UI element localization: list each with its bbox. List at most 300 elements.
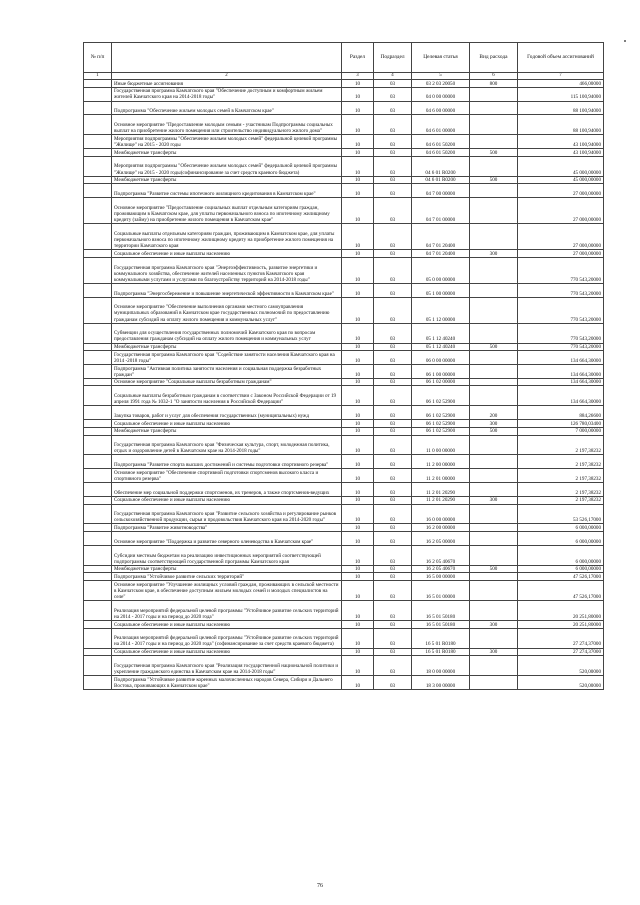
- table-index-row: [84, 73, 604, 80]
- num-cell: [84, 427, 112, 435]
- target-cell: 18 3 00 00000: [412, 676, 470, 690]
- podrazdel-cell: 03: [374, 565, 412, 573]
- table-row: [84, 80, 604, 88]
- target-cell: 05 1 12 40240: [412, 343, 470, 351]
- header-num: № п/п: [84, 43, 112, 73]
- target-cell: 16 5 01 R0180: [412, 648, 470, 656]
- vid-cell: [470, 455, 518, 469]
- name-cell: Подпрограмма "Активная политика занятости населения и социальная поддержка безработных граждан": [112, 364, 342, 378]
- podrazdel-cell: 03: [374, 184, 412, 198]
- sum-cell: 134 664,30000: [518, 386, 604, 406]
- target-cell: 04 6 01 R0200: [412, 176, 470, 184]
- target-cell: 04 7 01 20400: [412, 224, 470, 250]
- razdel-cell: 10: [342, 198, 374, 224]
- name-cell: Социальное обеспечение и иные выплаты населению: [112, 620, 342, 628]
- table-row: [84, 648, 604, 656]
- table-row: [84, 351, 604, 365]
- target-cell: 11 2 00 00000: [412, 455, 470, 469]
- table-row: [84, 176, 604, 184]
- razdel-cell: 10: [342, 545, 374, 565]
- vid-cell: [470, 601, 518, 621]
- razdel-cell: 10: [342, 80, 374, 88]
- header-name: [112, 43, 342, 73]
- sum-cell: 6 000,00000: [518, 545, 604, 565]
- razdel-cell: 10: [342, 115, 374, 135]
- sum-cell: 6 000,00000: [518, 524, 604, 532]
- podrazdel-cell: 03: [374, 427, 412, 435]
- sum-cell: 134 664,30000: [518, 351, 604, 365]
- target-cell: 11 0 00 00000: [412, 435, 470, 455]
- vid-cell: [470, 573, 518, 581]
- podrazdel-cell: 03: [374, 532, 412, 546]
- name-cell: Основное мероприятие "Обеспечение спортивной подготовки спортсменов высокого класса и спортивного резерва": [112, 469, 342, 483]
- name-cell: Государственная программа Камчатского края "Физическая культура, спорт, молодежная политика, отдых и оздоровление детей в Камчатском крае на 2014-2018 годы": [112, 435, 342, 455]
- razdel-cell: 10: [342, 435, 374, 455]
- target-cell: 03 2 03 20050: [412, 80, 470, 88]
- index-cell: 1: [84, 73, 112, 80]
- name-cell: Социальные выплаты безработным гражданам в соответствии с Законом Российской Федерации от 19 апреля 1991 года № 1032-1 "О занятости населения в Российской Федерации": [112, 386, 342, 406]
- vid-cell: [470, 483, 518, 497]
- name-cell: Субсидии местным бюджетам на реализацию инвестиционных мероприятий соответствующей подпрограммы соответствующей государственной программы Камчатского края: [112, 545, 342, 565]
- razdel-cell: 10: [342, 378, 374, 386]
- num-cell: [84, 257, 112, 283]
- name-cell: Реализация мероприятий федеральной целевой программы "Устойчивое развитие сельских территорий на 2014 - 2017 годы и на период до 2020 года" (софинансирование за счет средств краевого бюджета): [112, 628, 342, 648]
- target-cell: 04 6 00 00000: [412, 101, 470, 115]
- podrazdel-cell: 03: [374, 149, 412, 157]
- vid-cell: [470, 435, 518, 455]
- razdel-cell: 10: [342, 532, 374, 546]
- sum-cell: 45 000,00000: [518, 176, 604, 184]
- podrazdel-cell: 03: [374, 364, 412, 378]
- razdel-cell: 10: [342, 224, 374, 250]
- vid-cell: 500: [470, 176, 518, 184]
- table-row: [84, 378, 604, 386]
- podrazdel-cell: 03: [374, 435, 412, 455]
- header-vid: Вид расхода: [470, 43, 518, 73]
- num-cell: [84, 351, 112, 365]
- vid-cell: [470, 545, 518, 565]
- num-cell: [84, 101, 112, 115]
- name-cell: Социальное обеспечение и иные выплаты населению: [112, 648, 342, 656]
- num-cell: [84, 184, 112, 198]
- target-cell: 16 5 01 50180: [412, 601, 470, 621]
- vid-cell: [470, 224, 518, 250]
- num-cell: [84, 620, 112, 628]
- table-row: [84, 283, 604, 297]
- index-cell: 3: [342, 73, 374, 80]
- podrazdel-cell: 03: [374, 135, 412, 149]
- target-cell: 11 2 01 20290: [412, 483, 470, 497]
- sum-cell: 520,00000: [518, 656, 604, 676]
- num-cell: [84, 469, 112, 483]
- vid-cell: [470, 378, 518, 386]
- target-cell: 16 2 05 40670: [412, 565, 470, 573]
- index-cell: 6: [470, 73, 518, 80]
- num-cell: [84, 323, 112, 343]
- table-row: [84, 87, 604, 101]
- name-cell: Подпрограмма "Устойчивое развитие сельских территорий": [112, 573, 342, 581]
- sum-cell: 88 100,94000: [518, 101, 604, 115]
- target-cell: 05 0 00 00000: [412, 257, 470, 283]
- name-cell: Социальное обеспечение и иные выплаты населению: [112, 250, 342, 258]
- vid-cell: [470, 115, 518, 135]
- table-row: [84, 101, 604, 115]
- num-cell: [84, 198, 112, 224]
- razdel-cell: 10: [342, 581, 374, 601]
- table-row: [84, 156, 604, 176]
- name-cell: Межбюджетные трансферты: [112, 343, 342, 351]
- razdel-cell: 10: [342, 323, 374, 343]
- vid-cell: 500: [470, 343, 518, 351]
- razdel-cell: 10: [342, 250, 374, 258]
- table-row: [84, 601, 604, 621]
- name-cell: Межбюджетные трансферты: [112, 176, 342, 184]
- num-cell: [84, 483, 112, 497]
- name-cell: Реализация мероприятий федеральной целевой программы "Устойчивое развитие сельских территорий на 2014 - 2017 годы и на период до 2020 года": [112, 601, 342, 621]
- vid-cell: [470, 386, 518, 406]
- podrazdel-cell: 03: [374, 257, 412, 283]
- table-row: [84, 115, 604, 135]
- razdel-cell: 10: [342, 455, 374, 469]
- num-cell: [84, 115, 112, 135]
- num-cell: [84, 496, 112, 504]
- vid-cell: [470, 504, 518, 524]
- table-body: [84, 80, 604, 690]
- sum-cell: 43 100,94000: [518, 135, 604, 149]
- name-cell: Закупка товаров, работ и услуг для обеспечения государственных (муниципальных) нужд: [112, 406, 342, 420]
- target-cell: 16 2 05 00000: [412, 532, 470, 546]
- header-podrazdel: Подраздел: [374, 43, 412, 73]
- table-row: [84, 406, 604, 420]
- vid-cell: [470, 323, 518, 343]
- vid-cell: [470, 297, 518, 323]
- sum-cell: 770 543,20000: [518, 297, 604, 323]
- name-cell: Основное мероприятие "Поддержка и развитие северного оленеводства в Камчатском крае": [112, 532, 342, 546]
- podrazdel-cell: 03: [374, 378, 412, 386]
- num-cell: [84, 581, 112, 601]
- podrazdel-cell: 03: [374, 601, 412, 621]
- name-cell: Подпрограмма "Устойчивое развитие коренных малочисленных народов Севера, Сибири и Дальнего Востока, проживающих в Камчатском крае": [112, 676, 342, 690]
- razdel-cell: 10: [342, 427, 374, 435]
- target-cell: 16 5 01 00000: [412, 581, 470, 601]
- razdel-cell: 10: [342, 386, 374, 406]
- name-cell: Государственная программа Камчатского края "Реализация государственной национальной политики и укрепление гражданского единства в Камчатском крае на 2014-2018 годы": [112, 656, 342, 676]
- sum-cell: 6 000,00000: [518, 532, 604, 546]
- sum-cell: 770 543,20000: [518, 283, 604, 297]
- razdel-cell: 10: [342, 620, 374, 628]
- table-row: [84, 496, 604, 504]
- table-row: [84, 427, 604, 435]
- sum-cell: 134 664,30000: [518, 378, 604, 386]
- podrazdel-cell: 03: [374, 406, 412, 420]
- target-cell: 06 1 00 00000: [412, 364, 470, 378]
- name-cell: Государственная программа Камчатского края "Обеспечение доступным и комфортным жильем жителей Камчатского края на 2014-2018 годы": [112, 87, 342, 101]
- target-cell: 11 2 01 20290: [412, 496, 470, 504]
- razdel-cell: 10: [342, 496, 374, 504]
- razdel-cell: 10: [342, 297, 374, 323]
- vid-cell: [470, 581, 518, 601]
- sum-cell: 53 526,17000: [518, 504, 604, 524]
- table-row: [84, 676, 604, 690]
- table-row: [84, 504, 604, 524]
- sum-cell: 884,26600: [518, 406, 604, 420]
- vid-cell: [470, 257, 518, 283]
- razdel-cell: 10: [342, 364, 374, 378]
- num-cell: [84, 532, 112, 546]
- razdel-cell: 10: [342, 504, 374, 524]
- podrazdel-cell: 03: [374, 420, 412, 428]
- num-cell: [84, 176, 112, 184]
- num-cell: [84, 573, 112, 581]
- name-cell: Основное мероприятие "Предоставление социальных выплат отдельным категориям граждан, проживающим в Камчатском крае, для уплаты первоначального взноса по ипотечному жилищному кредиту (займу) на приобретение жилого помещения в Камчатском крае": [112, 198, 342, 224]
- podrazdel-cell: 03: [374, 504, 412, 524]
- table-row: [84, 565, 604, 573]
- name-cell: Государственная программа Камчатского края "Развитие сельского хозяйства и регулирование рынков сельскохозяйственной продукции, сырья и продовольствия Камчатского края на 2014-2020 годы": [112, 504, 342, 524]
- sum-cell: 27 274,37000: [518, 628, 604, 648]
- razdel-cell: 10: [342, 343, 374, 351]
- razdel-cell: 10: [342, 176, 374, 184]
- table-row: [84, 184, 604, 198]
- vid-cell: [470, 198, 518, 224]
- target-cell: 06 1 02 52900: [412, 427, 470, 435]
- vid-cell: 500: [470, 427, 518, 435]
- sum-cell: 7 000,00000: [518, 427, 604, 435]
- podrazdel-cell: 03: [374, 648, 412, 656]
- num-cell: [84, 656, 112, 676]
- num-cell: [84, 250, 112, 258]
- name-cell: Иные бюджетные ассигнования: [112, 80, 342, 88]
- sum-cell: 27 000,00000: [518, 250, 604, 258]
- name-cell: Подпрограмма "Развитие системы ипотечного жилищного кредитования в Камчатском крае": [112, 184, 342, 198]
- target-cell: 05 1 00 00000: [412, 283, 470, 297]
- name-cell: Государственная программа Камчатского края "Энергоэффективность, развитие энергетики и коммунального хозяйства, обеспечение жителей населенных пунктов Камчатского края коммунальными услугами и услугами по благоустройству территорий на 2014-2018 годы": [112, 257, 342, 283]
- table-row: [84, 386, 604, 406]
- podrazdel-cell: 03: [374, 628, 412, 648]
- table-row: [84, 581, 604, 601]
- sum-cell: 27 274,37000: [518, 648, 604, 656]
- sum-cell: 47 526,17000: [518, 581, 604, 601]
- target-cell: 18 0 00 00000: [412, 656, 470, 676]
- num-cell: [84, 435, 112, 455]
- vid-cell: [470, 532, 518, 546]
- table-row: [84, 364, 604, 378]
- razdel-cell: 10: [342, 565, 374, 573]
- podrazdel-cell: 03: [374, 115, 412, 135]
- vid-cell: [470, 156, 518, 176]
- sum-cell: 27 000,00000: [518, 184, 604, 198]
- index-cell: 4: [374, 73, 412, 80]
- num-cell: [84, 601, 112, 621]
- vid-cell: [470, 656, 518, 676]
- name-cell: Мероприятия подпрограммы "Обеспечение жильем молодых семей" федеральной целевой программы "Жилище" на 2015 - 2020 годы: [112, 135, 342, 149]
- sum-cell: 770 543,20000: [518, 343, 604, 351]
- table-row: [84, 620, 604, 628]
- name-cell: Межбюджетные трансферты: [112, 565, 342, 573]
- num-cell: [84, 676, 112, 690]
- target-cell: 05 1 12 40240: [412, 323, 470, 343]
- name-cell: Мероприятия подпрограммы "Обеспечение жильем молодых семей" федеральной целевой программы "Жилище" на 2015 - 2020 годы(софинансирование за счет средств краевого бюджета): [112, 156, 342, 176]
- table-row: [84, 149, 604, 157]
- name-cell: Подпрограмма "Развитие животноводства": [112, 524, 342, 532]
- vid-cell: [470, 101, 518, 115]
- table-row: [84, 250, 604, 258]
- vid-cell: [470, 351, 518, 365]
- sum-cell: 770 543,20000: [518, 257, 604, 283]
- razdel-cell: 10: [342, 469, 374, 483]
- target-cell: 16 0 00 00000: [412, 504, 470, 524]
- target-cell: 04 7 00 00000: [412, 184, 470, 198]
- target-cell: 04 6 01 R0200: [412, 156, 470, 176]
- table-row: [84, 532, 604, 546]
- razdel-cell: 10: [342, 648, 374, 656]
- page-number: 76: [317, 883, 323, 889]
- num-cell: [84, 283, 112, 297]
- razdel-cell: 10: [342, 257, 374, 283]
- razdel-cell: 10: [342, 156, 374, 176]
- razdel-cell: 10: [342, 656, 374, 676]
- index-cell: 7: [518, 73, 604, 80]
- num-cell: [84, 565, 112, 573]
- razdel-cell: 10: [342, 351, 374, 365]
- podrazdel-cell: 03: [374, 496, 412, 504]
- razdel-cell: 10: [342, 87, 374, 101]
- num-cell: [84, 545, 112, 565]
- podrazdel-cell: 03: [374, 656, 412, 676]
- table-row: [84, 257, 604, 283]
- podrazdel-cell: 03: [374, 87, 412, 101]
- num-cell: [84, 87, 112, 101]
- target-cell: 04 7 01 00000: [412, 198, 470, 224]
- name-cell: Подпрограмма "Обеспечение жильем молодых семей в Камчатском крае": [112, 101, 342, 115]
- vid-cell: 300: [470, 648, 518, 656]
- target-cell: 16 2 00 00000: [412, 524, 470, 532]
- razdel-cell: 10: [342, 135, 374, 149]
- target-cell: 06 1 02 52900: [412, 420, 470, 428]
- table-row: [84, 628, 604, 648]
- podrazdel-cell: 03: [374, 620, 412, 628]
- razdel-cell: 10: [342, 524, 374, 532]
- target-cell: 06 1 02 00000: [412, 378, 470, 386]
- table-row: [84, 455, 604, 469]
- podrazdel-cell: 03: [374, 297, 412, 323]
- target-cell: 06 1 02 52900: [412, 406, 470, 420]
- table-row: [84, 524, 604, 532]
- podrazdel-cell: 03: [374, 323, 412, 343]
- podrazdel-cell: 03: [374, 351, 412, 365]
- name-cell: Обеспечение мер социальной поддержки спортсменов, их тренеров, а также спортсменов-ведущих: [112, 483, 342, 497]
- num-cell: [84, 420, 112, 428]
- num-cell: [84, 343, 112, 351]
- sum-cell: 47 526,17000: [518, 573, 604, 581]
- target-cell: 05 1 12 00000: [412, 297, 470, 323]
- name-cell: Социальное обеспечение и иные выплаты населению: [112, 420, 342, 428]
- table-row: [84, 573, 604, 581]
- sum-cell: 2 197,38232: [518, 469, 604, 483]
- sum-cell: 770 543,20000: [518, 323, 604, 343]
- table-row: [84, 135, 604, 149]
- sum-cell: 2 197,38232: [518, 496, 604, 504]
- vid-cell: 500: [470, 565, 518, 573]
- podrazdel-cell: 03: [374, 101, 412, 115]
- header-sum: Годовой объем ассигнований: [518, 43, 604, 73]
- sum-cell: 6 000,00000: [518, 565, 604, 573]
- razdel-cell: 10: [342, 676, 374, 690]
- podrazdel-cell: 03: [374, 343, 412, 351]
- sum-cell: 20 251,80000: [518, 601, 604, 621]
- table-row: [84, 469, 604, 483]
- header-razdel: Раздел: [342, 43, 374, 73]
- num-cell: [84, 406, 112, 420]
- num-cell: [84, 648, 112, 656]
- num-cell: [84, 149, 112, 157]
- podrazdel-cell: 03: [374, 469, 412, 483]
- sum-cell: 2 197,38232: [518, 455, 604, 469]
- target-cell: 04 6 01 50200: [412, 149, 470, 157]
- num-cell: [84, 378, 112, 386]
- header-target: Целевая статья: [412, 43, 470, 73]
- vid-cell: [470, 676, 518, 690]
- name-cell: Основное мероприятие "Социальные выплаты безработным гражданам": [112, 378, 342, 386]
- target-cell: 16 2 05 40670: [412, 545, 470, 565]
- vid-cell: 200: [470, 406, 518, 420]
- num-cell: [84, 364, 112, 378]
- target-cell: 04 6 01 50200: [412, 135, 470, 149]
- name-cell: Межбюджетные трансферты: [112, 149, 342, 157]
- num-cell: [84, 224, 112, 250]
- razdel-cell: 10: [342, 406, 374, 420]
- target-cell: 06 1 02 52900: [412, 386, 470, 406]
- target-cell: 11 2 01 00000: [412, 469, 470, 483]
- razdel-cell: 10: [342, 149, 374, 157]
- vid-cell: [470, 87, 518, 101]
- sum-cell: 2 197,38232: [518, 435, 604, 455]
- vid-cell: [470, 469, 518, 483]
- vid-cell: 300: [470, 420, 518, 428]
- vid-cell: [470, 135, 518, 149]
- num-cell: [84, 386, 112, 406]
- vid-cell: [470, 184, 518, 198]
- vid-cell: 300: [470, 250, 518, 258]
- podrazdel-cell: 03: [374, 581, 412, 601]
- table-row: [84, 198, 604, 224]
- target-cell: 04 7 01 20400: [412, 250, 470, 258]
- table-row: [84, 656, 604, 676]
- razdel-cell: 10: [342, 283, 374, 297]
- sum-cell: 115 100,94000: [518, 87, 604, 101]
- sum-cell: 520,00000: [518, 676, 604, 690]
- podrazdel-cell: 03: [374, 545, 412, 565]
- vid-cell: [470, 628, 518, 648]
- name-cell: Основное мероприятие "Обеспечение выполнения органами местного самоуправления муниципальных образований в Камчатском крае государственных полномочий по предоставлению гражданам субсидий на оплату жилого помещения и коммунальных услуг": [112, 297, 342, 323]
- sum-cell: 27 000,00000: [518, 224, 604, 250]
- name-cell: Государственная программа Камчатского края "Содействие занятости населения Камчатского края на 2014 -2018 годы": [112, 351, 342, 365]
- sum-cell: 126 780,03400: [518, 420, 604, 428]
- budget-table: [83, 42, 604, 690]
- table-row: [84, 297, 604, 323]
- sum-cell: 20 251,80000: [518, 620, 604, 628]
- name-cell: Социальные выплаты отдельным категориям граждан, проживающим в Камчатском крае, для уплаты первоначального взноса по ипотечному жилищному кредиту на приобретение жилого помещения на территории Камчатского края: [112, 224, 342, 250]
- num-cell: [84, 628, 112, 648]
- num-cell: [84, 135, 112, 149]
- target-cell: 04 0 00 00000: [412, 87, 470, 101]
- vid-cell: 500: [470, 149, 518, 157]
- podrazdel-cell: 03: [374, 250, 412, 258]
- podrazdel-cell: 03: [374, 573, 412, 581]
- razdel-cell: 10: [342, 483, 374, 497]
- podrazdel-cell: 03: [374, 176, 412, 184]
- target-cell: 16 5 00 00000: [412, 573, 470, 581]
- razdel-cell: 10: [342, 573, 374, 581]
